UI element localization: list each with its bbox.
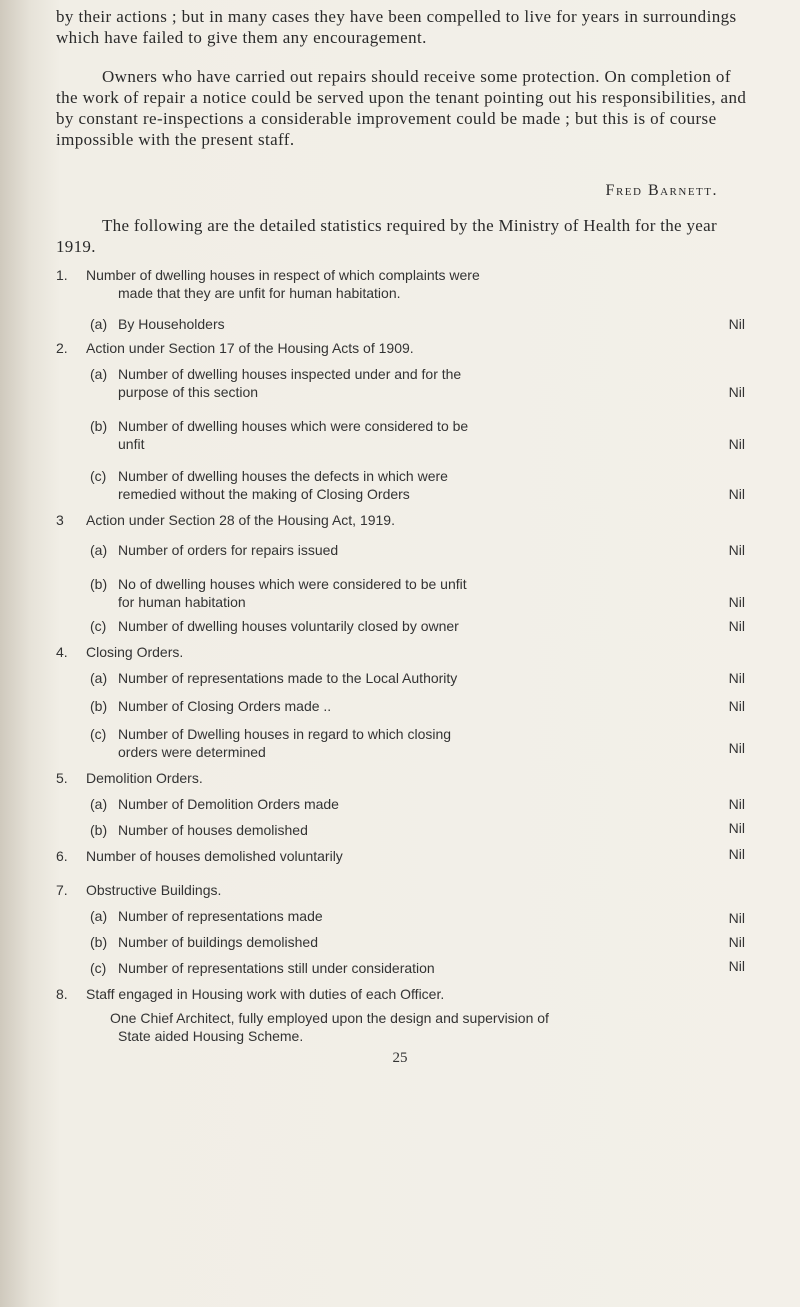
- intro-paragraph-1: by their actions ; but in many cases they have been compelled to live for years in surroundings which have failed to give them any encouragement.: [56, 7, 737, 47]
- item-text: Number of dwelling houses the defects in which were: [118, 468, 448, 484]
- item-label: (a): [90, 670, 108, 686]
- intro-paragraph-2: Owners who have carried out repairs should receive some protection. On completion of the work of repair a notice could be served upon the tenant pointing out his responsibilities, and by constant re-inspections a considerable improvement could be made ; but this is of course impossible with the present staff.: [56, 67, 747, 149]
- item-label: (b): [90, 576, 108, 592]
- item-value: Nil: [728, 618, 745, 634]
- item-text: Number of dwelling houses inspected under and for the: [118, 366, 462, 382]
- item-text: Number of buildings demolished: [118, 934, 318, 950]
- item-value: Nil: [728, 486, 745, 502]
- item-text-cont: orders were determined: [118, 744, 266, 760]
- section-number: 5.: [56, 770, 68, 786]
- item-value: Nil: [728, 698, 745, 714]
- item-text: Number of orders for repairs issued: [118, 542, 339, 558]
- statistics-intro: The following are the detailed statistics required by the Ministry of Health for the year 1919.: [56, 216, 717, 256]
- item-label: (a): [90, 908, 108, 924]
- section-number: 6.: [56, 848, 68, 864]
- item-label: (a): [90, 542, 108, 558]
- item-value: Nil: [728, 384, 745, 400]
- section-number: 8.: [56, 986, 68, 1002]
- item-value: Nil: [728, 436, 745, 452]
- item-label: (c): [90, 618, 107, 634]
- page-number: 25: [392, 1050, 408, 1066]
- item-value: Nil: [728, 594, 745, 610]
- item-value: Nil: [728, 670, 745, 686]
- section-heading-cont: made that they are unfit for human habitation.: [118, 285, 401, 301]
- item-text-cont: unfit: [118, 436, 145, 452]
- item-text: Number of Demolition Orders made: [118, 796, 339, 812]
- item-label: (b): [90, 418, 108, 434]
- staff-description-cont: State aided Housing Scheme.: [118, 1028, 304, 1044]
- item-text: Number of houses demolished: [118, 822, 308, 838]
- item-value: Nil: [728, 910, 745, 926]
- item-text: Number of dwelling houses voluntarily closed by owner: [118, 618, 459, 634]
- section-number: 7.: [56, 882, 68, 898]
- item-label: (a): [90, 796, 108, 812]
- section-heading: Number of houses demolished voluntarily: [86, 848, 343, 864]
- section-heading: Staff engaged in Housing work with duties of each Officer.: [86, 986, 445, 1002]
- item-value: Nil: [728, 958, 745, 974]
- item-value: Nil: [728, 934, 745, 950]
- staff-description: One Chief Architect, fully employed upon the design and supervision of: [110, 1010, 549, 1026]
- item-text: By Householders: [118, 316, 225, 332]
- item-label: (a): [90, 316, 108, 332]
- item-value: Nil: [728, 796, 745, 812]
- item-text: Number of Dwelling houses in regard to which closing: [118, 726, 452, 742]
- section-number: 3: [56, 512, 64, 528]
- item-label: (b): [90, 934, 108, 950]
- item-text-cont: purpose of this section: [118, 384, 259, 400]
- section-heading: Action under Section 17 of the Housing Acts of 1909.: [86, 340, 414, 356]
- item-text: Number of representations made to the Local Authority: [118, 670, 458, 686]
- section-number: 2.: [56, 340, 68, 356]
- item-text-cont: for human habitation: [118, 594, 246, 610]
- section-heading: Action under Section 28 of the Housing Act, 1919.: [86, 512, 395, 528]
- section-number: 4.: [56, 644, 68, 660]
- item-value: Nil: [728, 846, 745, 862]
- item-label: (b): [90, 822, 108, 838]
- item-value: Nil: [728, 740, 745, 756]
- section-heading: Demolition Orders.: [86, 770, 203, 786]
- item-text: Number of dwelling houses which were considered to be: [118, 418, 469, 434]
- item-value: Nil: [728, 316, 745, 332]
- item-label: (c): [90, 960, 107, 976]
- section-heading: Number of dwelling houses in respect of which complaints were: [86, 267, 480, 283]
- item-value: Nil: [728, 820, 745, 836]
- item-label: (c): [90, 468, 107, 484]
- item-text-cont: remedied without the making of Closing Orders: [118, 486, 410, 502]
- item-label: (c): [90, 726, 107, 742]
- item-value: Nil: [728, 542, 745, 558]
- item-label: (a): [90, 366, 108, 382]
- section-number: 1.: [56, 267, 68, 283]
- item-label: (b): [90, 698, 108, 714]
- signature: Fred Barnett.: [605, 182, 718, 199]
- item-text: Number of representations still under consideration: [118, 960, 435, 976]
- item-text: Number of representations made: [118, 908, 323, 924]
- item-text: Number of Closing Orders made ..: [118, 698, 332, 714]
- item-text: No of dwelling houses which were considered to be unfit: [118, 576, 467, 592]
- section-heading: Obstructive Buildings.: [86, 882, 222, 898]
- section-heading: Closing Orders.: [86, 644, 184, 660]
